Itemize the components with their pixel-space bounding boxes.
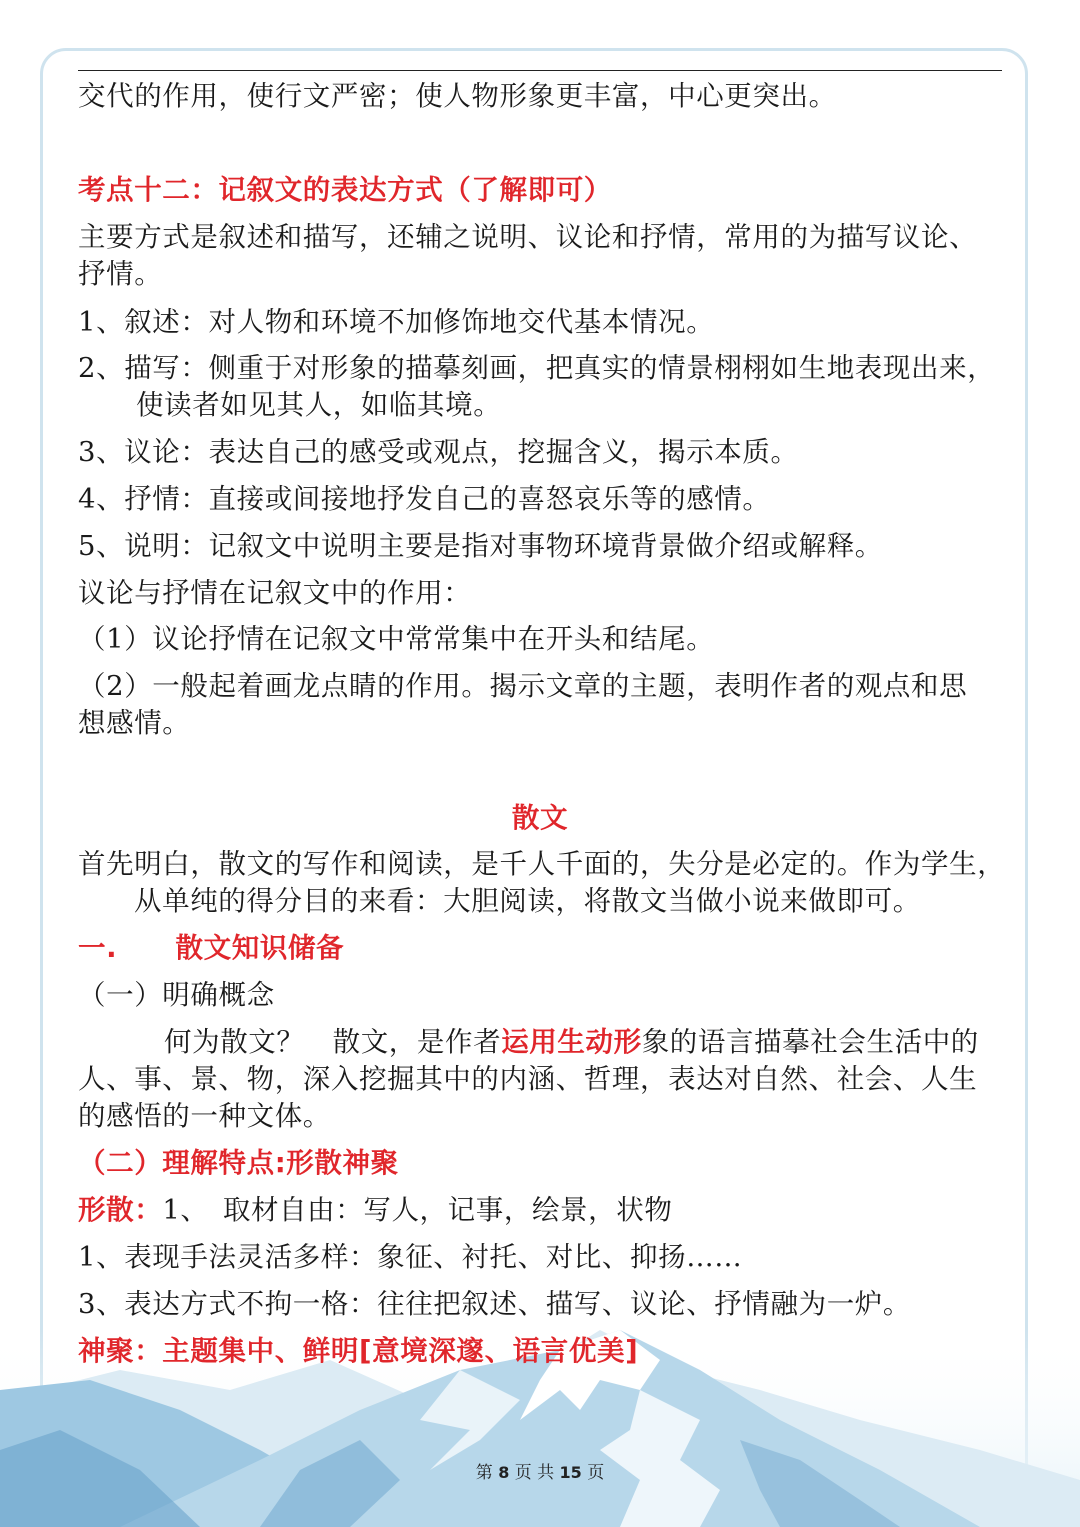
list-item: 1、叙述：对人物和环境不加修饰地交代基本情况。 xyxy=(78,306,715,338)
label-xingsan: 形散： xyxy=(78,1194,163,1226)
section-heading-12: 考点十二：记叙文的表达方式（了解即可） xyxy=(78,174,612,206)
list-item-continuation: 使读者如见其人，如临其境。 xyxy=(136,389,502,421)
list-item: 3、议论：表达自己的感受或观点，挖掘含义，揭示本质。 xyxy=(78,436,799,468)
label-shenju: 神聚：主题集中、鲜明[意境深邃、语言优美] xyxy=(78,1335,639,1367)
footer-text: 第 xyxy=(475,1463,493,1483)
list-item: 2、描写：侧重于对形象的描摹刻画，把真实的情景栩栩如生地表现出来， xyxy=(78,352,996,384)
section-title-sanwen: 散文 xyxy=(511,802,569,834)
text-line: 交代的作用，使行文严密；使人物形象更丰富，中心更突出。 xyxy=(78,80,837,112)
subheading-concept: （一）明确概念 xyxy=(78,979,275,1011)
total-pages: 15 xyxy=(559,1463,582,1482)
page-footer xyxy=(0,1458,1080,1483)
highlight-text: 运用生动形 xyxy=(501,1026,642,1058)
text-fragment: 象的语言描摹社会生活中的 xyxy=(641,1026,979,1058)
text-line-continuation: 从单纯的得分目的来看：大胆阅读，将散文当做小说来做即可。 xyxy=(134,885,921,917)
text-line: 抒情。 xyxy=(78,258,163,290)
footer-text: 页 共 xyxy=(514,1463,555,1483)
footer-text: 页 xyxy=(587,1463,605,1483)
list-item-continuation: 想感情。 xyxy=(78,707,191,739)
text-line: 人、事、景、物，深入挖掘其中的内涵、哲理，表达对自然、社会、人生 xyxy=(78,1063,978,1095)
subheading-features: （二）理解特点:形散神聚 xyxy=(78,1147,399,1179)
list-item: 3、表达方式不拘一格：往往把叙述、描写、议论、抒情融为一炉。 xyxy=(78,1288,911,1320)
text-line: 首先明白，散文的写作和阅读，是千人千面的，失分是必定的。作为学生， xyxy=(78,848,1006,880)
heading-1 xyxy=(78,930,344,966)
text-line: 的感悟的一种文体。 xyxy=(78,1100,331,1132)
list-item: 4、抒情：直接或间接地抒发自己的喜怒哀乐等的感情。 xyxy=(78,483,771,515)
list-item: 5、说明：记叙文中说明主要是指对事物环境背景做介绍或解释。 xyxy=(78,530,883,562)
heading-1-number: 一. xyxy=(78,932,118,964)
text-line: 议论与抒情在记叙文中的作用： xyxy=(78,577,472,609)
text-line: 主要方式是叙述和描写，还辅之说明、议论和抒情，常用的为描写议论、 xyxy=(78,221,978,253)
text-line xyxy=(164,1024,979,1060)
text-line xyxy=(78,1192,672,1228)
heading-1-text: 散文知识储备 xyxy=(175,932,345,964)
list-item: （2）一般起着画龙点睛的作用。揭示文章的主题，表明作者的观点和思 xyxy=(78,670,968,702)
text-fragment: 何为散文？ 散文，是作者 xyxy=(164,1026,502,1058)
page-frame xyxy=(40,48,1028,1498)
header-rule xyxy=(78,70,1002,71)
list-item: 1、表现手法灵活多样：象征、衬托、对比、抑扬…… xyxy=(78,1241,743,1273)
list-item: （1）议论抒情在记叙文中常常集中在开头和结尾。 xyxy=(78,623,715,655)
page-number: 8 xyxy=(498,1463,510,1482)
text-fragment: 1、 取材自由：写人，记事，绘景，状物 xyxy=(162,1194,673,1226)
